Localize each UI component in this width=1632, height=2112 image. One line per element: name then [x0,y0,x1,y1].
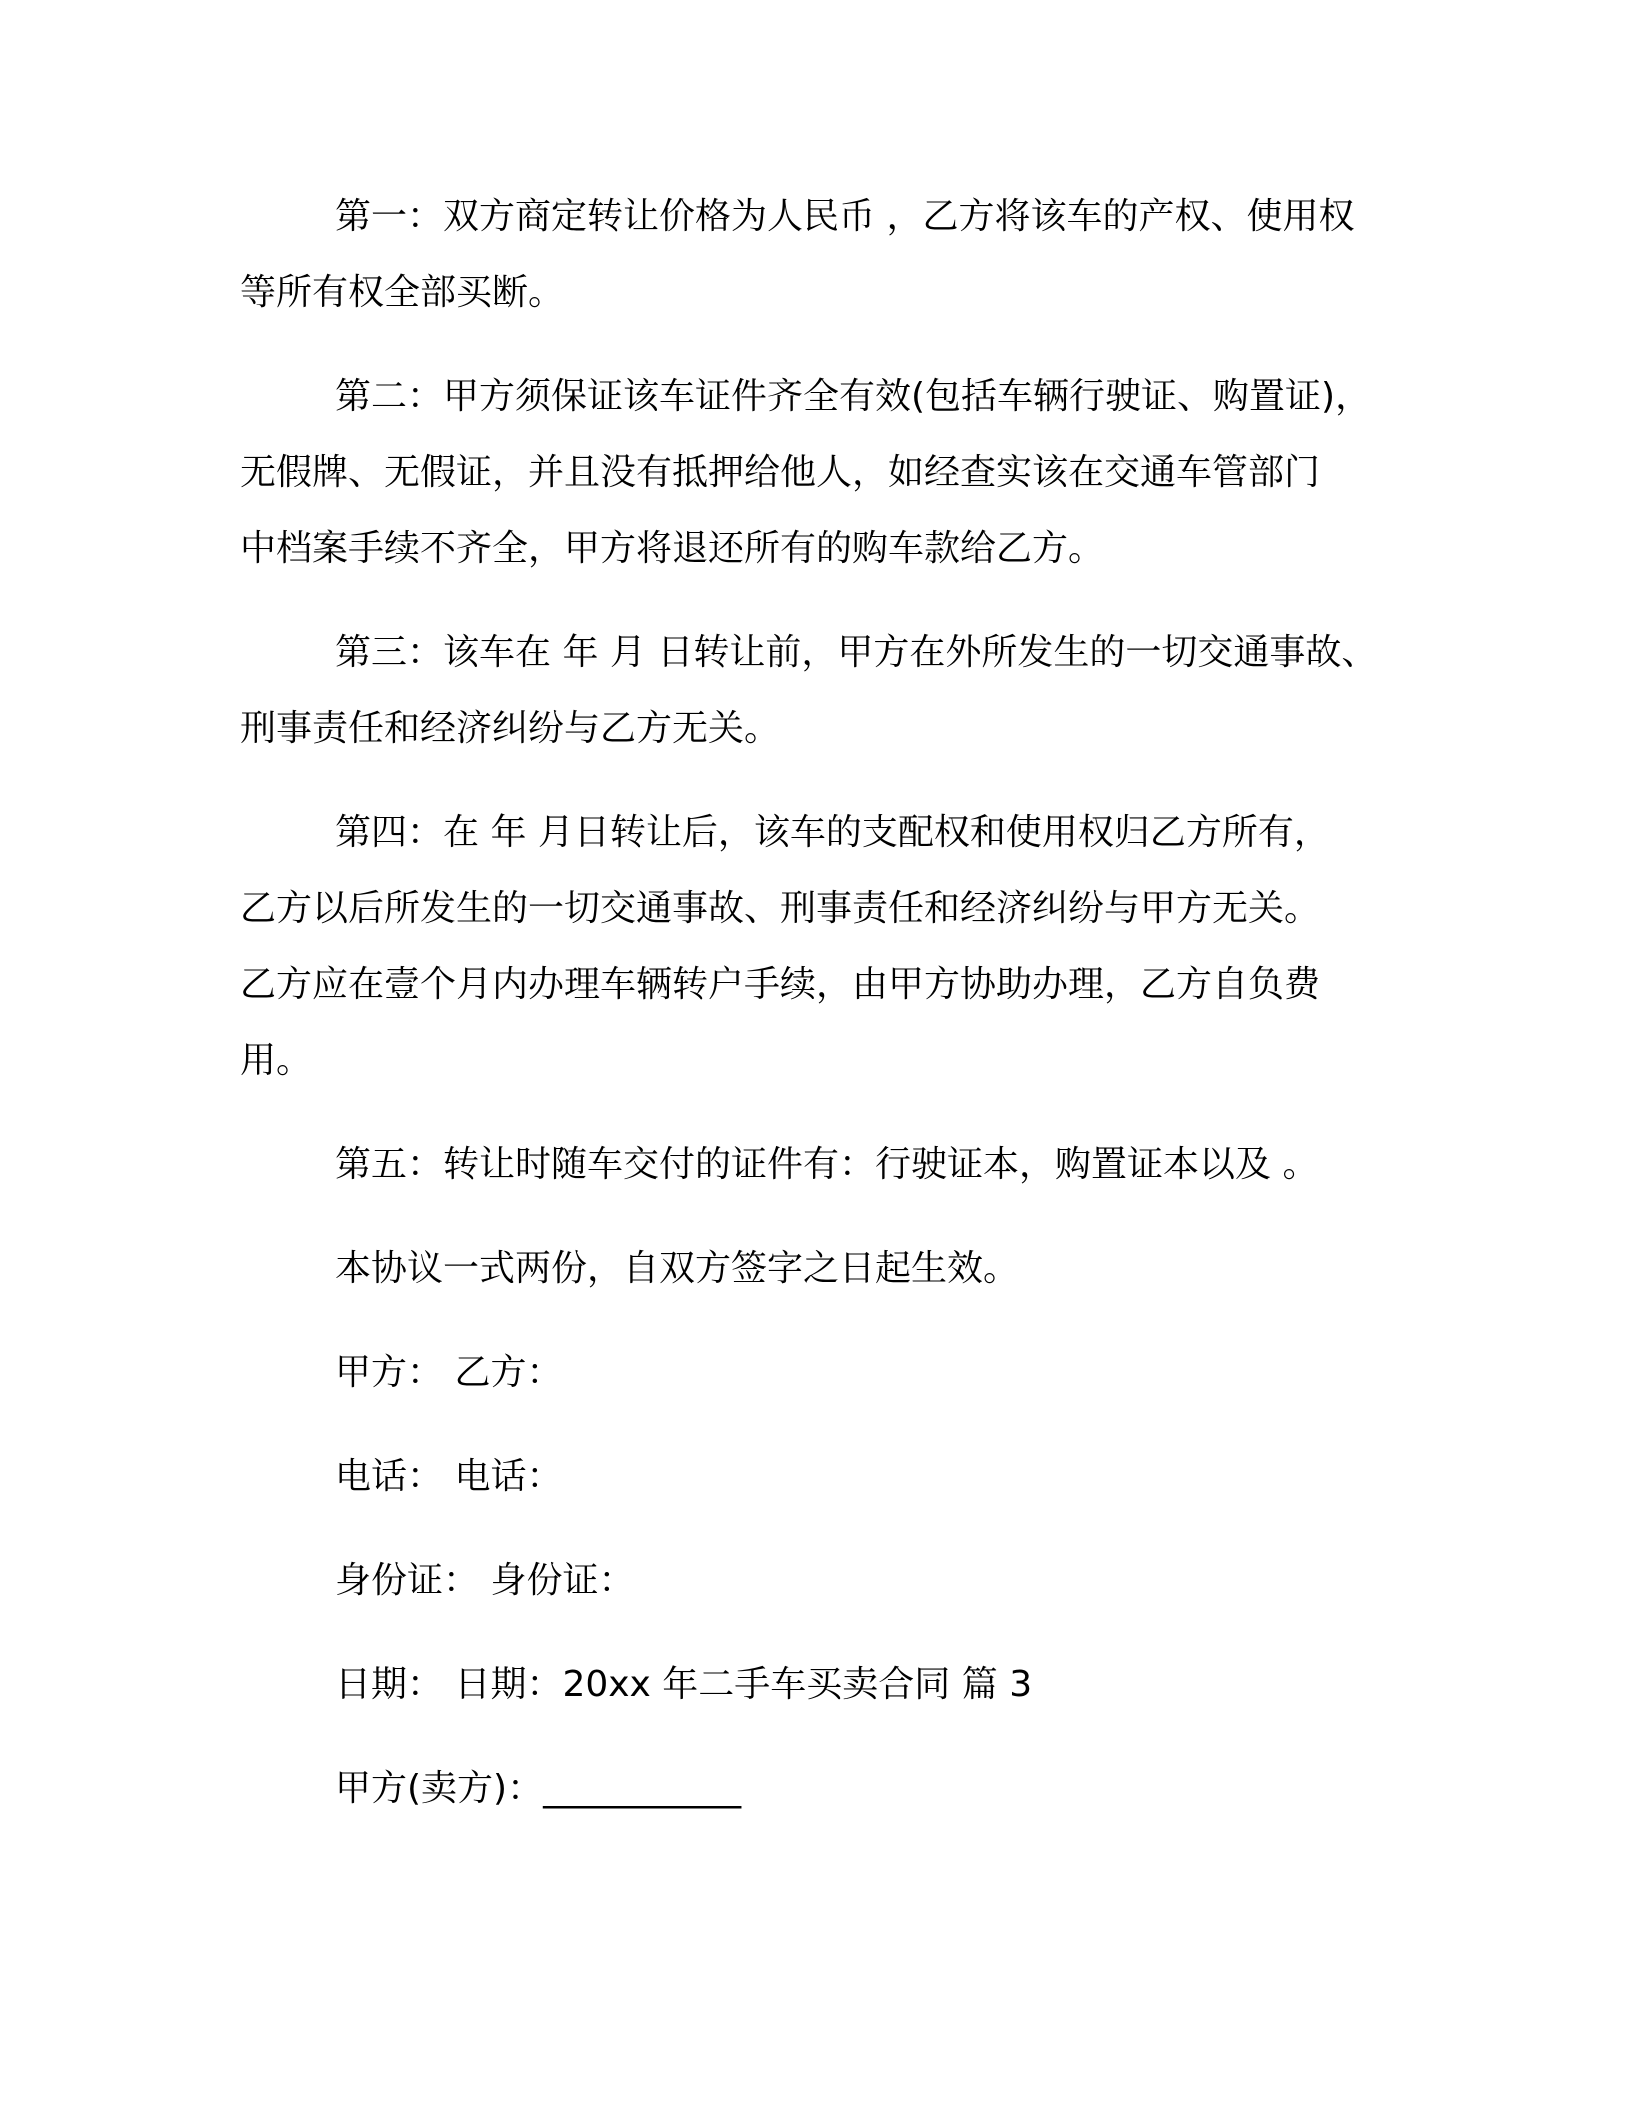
validity-statement: 本协议一式两份，自双方签字之日起生效。 [335,1248,1020,1289]
phones-line: 电话： 电话： [335,1456,563,1497]
id-cards-line: 身份证： 身份证： [335,1560,635,1601]
dates-line: 日期： 日期：20xx 年二手车买卖合同 篇 3 [335,1664,1033,1705]
clause-2-line-3: 中档案手续不齐全，甲方将退还所有的购车款给乙方。 [240,528,1105,569]
clause-4-line-1: 第四：在 年 月日转让后，该车的支配权和使用权归乙方所有， [335,812,1330,853]
clause-3-line-2: 刑事责任和经济纠纷与乙方无关。 [240,708,781,749]
clause-4-line-4: 用。 [240,1040,313,1081]
clause-2-line-1: 第二：甲方须保证该车证件齐全有效(包括车辆行驶证、购置证)， [335,376,1372,417]
clause-4-line-3: 乙方应在壹个月内办理车辆转户手续，由甲方协助办理，乙方自负费 [240,964,1321,1005]
clause-5: 第五：转让时随车交付的证件有：行驶证本，购置证本以及 。 [335,1144,1319,1185]
clause-2-line-2: 无假牌、无假证，并且没有抵押给他人，如经查实该在交通车管部门 [240,452,1321,493]
parties-line: 甲方： 乙方： [335,1352,563,1393]
clause-3-line-1: 第三：该车在 年 月 日转让前，甲方在外所发生的一切交通事故、 [335,632,1378,673]
seller-line: 甲方(卖方)：___________ [335,1768,742,1809]
clause-1-line-2: 等所有权全部买断。 [240,272,565,313]
clause-1-line-1: 第一：双方商定转让价格为人民币 ，乙方将该车的产权、使用权 [335,196,1355,237]
clause-4-line-2: 乙方以后所发生的一切交通事故、刑事责任和经济纠纷与甲方无关。 [240,888,1321,929]
